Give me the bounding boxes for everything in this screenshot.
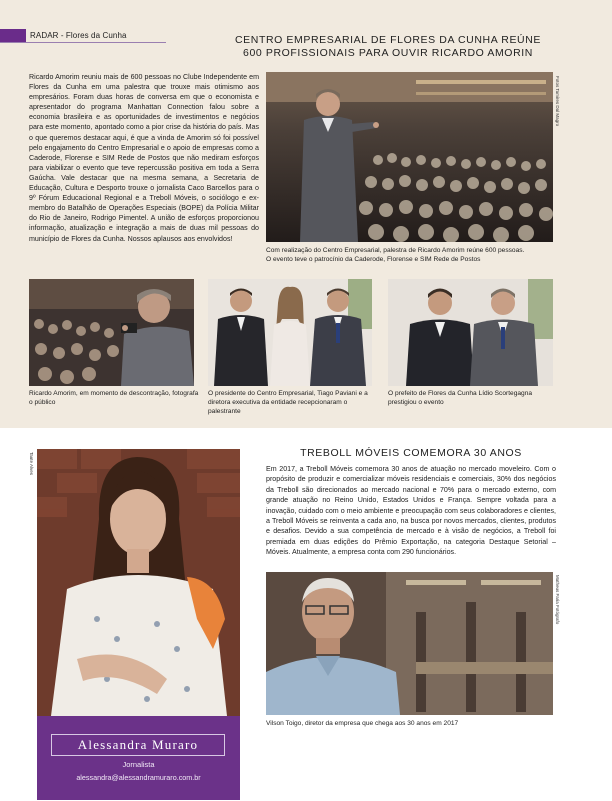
journalist-name: Alessandra Muraro (51, 734, 225, 756)
main-photo-credit: Fotos Tamires Dal Magro (555, 76, 560, 127)
photo2-caption: Ricardo Amorim, em momento de descontração, fotografa o público (29, 390, 199, 406)
article2-headline: TREBOLL MÓVEIS COMEMORA 30 ANOS (300, 447, 522, 459)
journalist-portrait-photo (37, 449, 240, 716)
speaker-photographing-photo (29, 279, 194, 386)
article1-body: Ricardo Amorim reuniu mais de 600 pessoas no Clube Independente em Flores da Cunha em uma palestra que trouxe mais otimismo aos empresários. Foram duas horas de conversa em que o economista e apresentador do programa Manhattan Connection falou sobre a economia brasileira e as oportunidades de investimentos e negócios para este momento, apontado como a pior crise da história do país. Mas o que queremos destacar aqui, é que a vinda de Amorim só foi possível pelo engajamento do Centro Empresarial e o apoio de empresas como a Caderode, Florense e SIM Rede de Postos que não mediram esforços para viabilizar o evento que teve repercussão positiva em toda a Serra Gaúcha. Vale destacar que na mesma semana, a Secretaria de Educação, Cultura e Desporto trouxe o jornalista Caco Barcellos para o 9º Fórum Educacional Regional e a Treboll Móveis, o sociólogo e ex-membro do Batalhão de Operações Especiais (BOPE) da Polícia Militar do Rio de Janeiro, Rodrigo Pimentel. A união de esforços proporcionou informação, atualização e integração a mais de duas mil pessoas do município de Flores da Cunha. Nossos aplausos aos envolvidos! (29, 73, 259, 243)
journalist-promo-box (37, 716, 240, 800)
section-tag-bar (0, 29, 26, 42)
speaker-photographing-illustration (29, 279, 194, 386)
woman-portrait-illustration (37, 449, 240, 716)
article1-headline-line2: 600 PROFISSIONAIS PARA OUVIR RICARDO AMORIN (243, 47, 533, 59)
main-photo-caption-line2: O evento teve o patrocínio da Caderode, Florense e SIM Rede de Postos (266, 256, 481, 263)
director-photo-caption: Vilson Toigo, diretor da empresa que chega aos 30 anos em 2017 (266, 720, 459, 727)
article1-headline-line1: CENTRO EMPRESARIAL DE FLORES DA CUNHA REÚNE (234, 34, 542, 46)
section-tag-rule (0, 42, 166, 43)
reception-photo (208, 279, 372, 386)
photo4-caption: O prefeito de Flores da Cunha Lídio Scortegagna prestigiou o evento (388, 390, 533, 406)
main-photo-caption (266, 246, 566, 264)
journalist-role: Jornalista (122, 760, 155, 769)
two-men-illustration (388, 279, 553, 386)
article1-headline (178, 34, 598, 60)
main-photo-caption-line1: Com realização do Centro Empresarial, palestra de Ricardo Amorim reúne 600 pessoas. (266, 247, 525, 254)
three-people-illustration (208, 279, 372, 386)
speaker-audience-illustration (266, 72, 553, 242)
director-photo-credit: Matheus Faria Fotógrafo (555, 575, 560, 625)
journalist-email-link[interactable]: alessandra@alessandramuraro.com.br (76, 773, 201, 782)
mayor-photo (388, 279, 553, 386)
section-tag-label: RADAR - Flores da Cunha (30, 31, 127, 40)
director-photo (266, 572, 553, 715)
article2-body: Em 2017, a Treboll Móveis comemora 30 anos de atuação no mercado moveleiro. Com o propósito de produzir e comercializar móveis residenciais e comerciais, 30% dos negócios da Treboll são direcionados ao mercado nacional e 70% para o mercado externo, com grande atuação no Reino Unido, Estados Unidos e França. Sempre voltada para a inovação, cuidado com o meio ambiente e preocupação com seus colaboradores e clientes, a Treboll Móveis se reinventa a cada ano, na busca por novos mercados, clientes, produtos e desafios. Devido a sua competência de mercado e à visão de negócios, a Treboll foi premiada em duas edições do Prêmio Exportação, na categoria Destaque Setorial – Móveis. Atualmente, a empresa conta com 290 funcionários. (266, 465, 556, 557)
man-in-factory-illustration (266, 572, 553, 715)
section-tag (0, 29, 127, 42)
main-event-photo (266, 72, 553, 242)
portrait-photo-credit: Taute Alves (29, 452, 34, 476)
photo3-caption: O presidente do Centro Empresarial, Tiago Paviani e a diretora executiva da entidade recepcionaram o palestrante (208, 390, 368, 415)
